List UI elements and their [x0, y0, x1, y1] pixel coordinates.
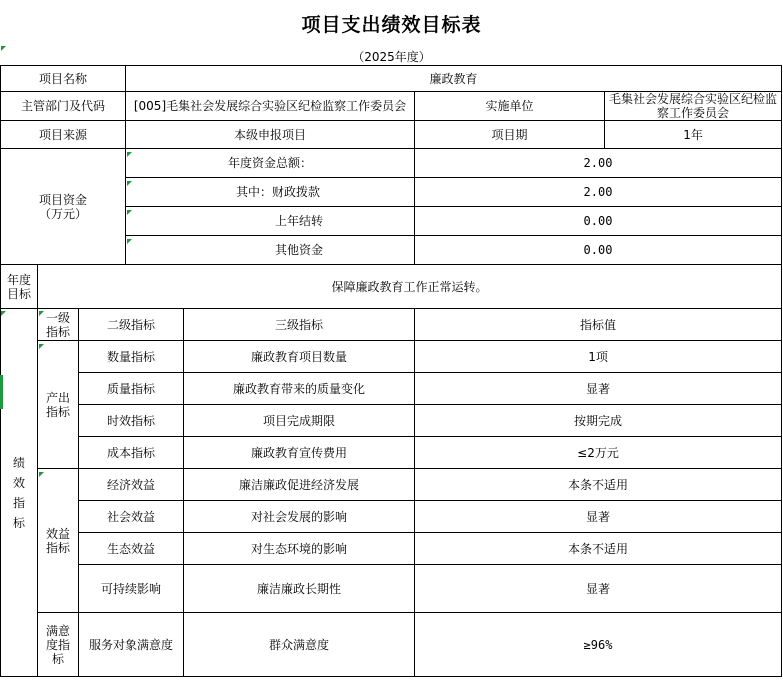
- selection-indicator: [0, 375, 3, 409]
- project-name-label: 项目名称: [1, 66, 126, 92]
- dept-label: 主管部门及代码: [1, 92, 126, 121]
- level3-header: 三级指标: [184, 309, 415, 341]
- fund-other-value: 0.00: [415, 236, 782, 265]
- row-level2: 数量指标: [79, 341, 184, 373]
- funds-label: 项目资金（万元）: [1, 149, 126, 265]
- row-level3: 对社会发展的影响: [184, 501, 415, 533]
- row-level3: 廉政教育项目数量: [184, 341, 415, 373]
- row-value: 显著: [415, 565, 782, 613]
- row-level2: 社会效益: [79, 501, 184, 533]
- row-level2: 生态效益: [79, 533, 184, 565]
- source-value: 本级申报项目: [126, 121, 415, 149]
- cell-marker: [39, 344, 44, 349]
- performance-table: [0, 65, 782, 677]
- cell-marker: [39, 472, 44, 477]
- row-level2: 质量指标: [79, 373, 184, 405]
- annual-goal-text: 保障廉政教育工作正常运转。: [38, 265, 782, 309]
- row-value: 显著: [415, 501, 782, 533]
- output-group-label: 产出指标: [38, 341, 79, 469]
- row-value: 本条不适用: [415, 533, 782, 565]
- fund-other-label: 其他资金: [126, 236, 415, 265]
- perf-indicators-label: 绩效指标: [1, 309, 38, 677]
- row-level2: 服务对象满意度: [79, 613, 184, 677]
- row-level2: 经济效益: [79, 469, 184, 501]
- period-label: 项目期: [415, 121, 605, 149]
- row-level3: 廉政教育宣传费用: [184, 437, 415, 469]
- fund-total-label: 年度资金总额：: [126, 149, 415, 178]
- value-header: 指标值: [415, 309, 782, 341]
- dept-value: [005]毛集社会发展综合实验区纪检监察工作委员会: [126, 92, 415, 121]
- source-label: 项目来源: [1, 121, 126, 149]
- row-level3: 群众满意度: [184, 613, 415, 677]
- fund-fiscal-label: 其中：财政拨款: [126, 178, 415, 207]
- cell-marker: [127, 210, 132, 215]
- level1-header: 一级指标: [38, 309, 79, 341]
- row-level2: 时效指标: [79, 405, 184, 437]
- row-value: ≥96%: [415, 613, 782, 677]
- cell-marker: [127, 181, 132, 186]
- cell-marker: [127, 239, 132, 244]
- row-level3: 项目完成期限: [184, 405, 415, 437]
- row-level3: 廉政教育带来的质量变化: [184, 373, 415, 405]
- row-level3: 廉洁廉政促进经济发展: [184, 469, 415, 501]
- row-level3: 廉洁廉政长期性: [184, 565, 415, 613]
- cell-marker: [1, 46, 6, 51]
- cell-marker: [39, 311, 44, 316]
- level2-header: 二级指标: [79, 309, 184, 341]
- fund-carryover-value: 0.00: [415, 207, 782, 236]
- row-level3: 对生态环境的影响: [184, 533, 415, 565]
- fiscal-year: （2025年度）: [352, 49, 431, 64]
- impl-unit-value: 毛集社会发展综合实验区纪检监察工作委员会: [605, 92, 782, 121]
- row-level2: 可持续影响: [79, 565, 184, 613]
- annual-goal-label: 年度目标: [1, 265, 38, 309]
- row-value: 1项: [415, 341, 782, 373]
- page-title: 项目支出绩效目标表: [301, 13, 482, 36]
- cell-marker: [1, 311, 6, 316]
- row-value: 按期完成: [415, 405, 782, 437]
- project-name-value: 廉政教育: [126, 66, 782, 92]
- row-value: ≤2万元: [415, 437, 782, 469]
- row-value: 本条不适用: [415, 469, 782, 501]
- benefit-group-label: 效益指标: [38, 469, 79, 613]
- row-value: 显著: [415, 373, 782, 405]
- fund-fiscal-value: 2.00: [415, 178, 782, 207]
- period-value: 1年: [605, 121, 782, 149]
- cell-marker: [127, 152, 132, 157]
- fund-total-value: 2.00: [415, 149, 782, 178]
- row-level2: 成本指标: [79, 437, 184, 469]
- satisfaction-group-label: 满意度指标: [38, 613, 79, 677]
- impl-unit-label: 实施单位: [415, 92, 605, 121]
- fund-carryover-label: 上年结转: [126, 207, 415, 236]
